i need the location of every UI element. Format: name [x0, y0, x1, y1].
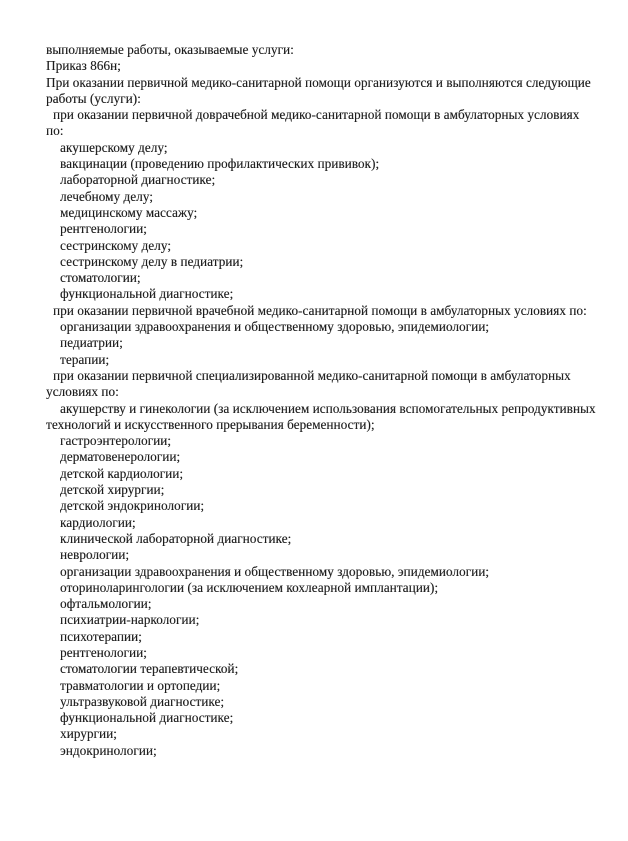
document-text-line: психотерапии;: [60, 628, 142, 644]
document-text-line: Приказ 866н;: [46, 58, 121, 74]
document-text-line: неврологии;: [60, 547, 130, 563]
document-text-line: акушерству и гинекологии (за исключением использования вспомогательных репродуктивных: [60, 400, 596, 416]
document-text-line: лабораторной диагностике;: [60, 172, 216, 188]
document-text-line: по:: [46, 123, 64, 139]
document-text-line: акушерскому делу;: [60, 139, 168, 155]
document-text-line: педиатрии;: [60, 335, 123, 351]
document-text-line: стоматологии;: [60, 270, 141, 286]
document-text-line: условиях по:: [46, 384, 119, 400]
document-text-line: эндокринологии;: [60, 742, 157, 758]
document-text-line: организации здравоохранения и общественному здоровью, эпидемиологии;: [60, 319, 490, 335]
document-text-line: работы (услуги):: [46, 90, 141, 106]
document-text-line: функциональной диагностике;: [60, 286, 234, 302]
document-text-line: клинической лабораторной диагностике;: [60, 530, 292, 546]
document-text-line: гастроэнтерологии;: [60, 433, 171, 449]
document-text-line: функциональной диагностике;: [60, 710, 234, 726]
document-text-line: детской кардиологии;: [60, 465, 184, 481]
document-text-line: медицинскому массажу;: [60, 204, 198, 220]
document-text-line: травматологии и ортопедии;: [60, 677, 221, 693]
document-text-line: ультразвуковой диагностике;: [60, 693, 225, 709]
document-text-line: стоматологии терапевтической;: [60, 661, 239, 677]
document-text-line: сестринскому делу в педиатрии;: [60, 253, 244, 269]
document-text-line: лечебному делу;: [60, 188, 153, 204]
document-text-line: терапии;: [60, 351, 110, 367]
document-text-line: при оказании первичной доврачебной медико-санитарной помощи в амбулаторных условиях: [53, 107, 580, 123]
document-text-line: технологий и искусственного прерывания беременности);: [46, 416, 375, 432]
document-text-line: рентгенологии;: [60, 644, 147, 660]
document-text-line: сестринскому делу;: [60, 237, 171, 253]
document-text-line: детской хирургии;: [60, 482, 165, 498]
document-text-block: [46, 42, 620, 759]
document-text-line: При оказании первичной медико-санитарной помощи организуются и выполняются следующие: [46, 74, 591, 90]
document-text-line: вакцинации (проведению профилактических прививок);: [60, 156, 380, 172]
document-text-line: выполняемые работы, оказываемые услуги:: [46, 42, 294, 57]
document-text-line: хирургии;: [60, 726, 117, 742]
document-text-line: дерматовенерологии;: [60, 449, 181, 465]
document-text-line: офтальмологии;: [60, 596, 152, 612]
document-text-line: при оказании первичной врачебной медико-санитарной помощи в амбулаторных условиях по:: [53, 302, 587, 318]
document-text-line: рентгенологии;: [60, 221, 147, 237]
document-text-line: кардиологии;: [60, 514, 136, 530]
document-text-line: психиатрии-наркологии;: [60, 612, 200, 628]
document-text-line: оториноларингологии (за исключением кохлеарной имплантации);: [60, 579, 439, 595]
document-text-line: организации здравоохранения и общественному здоровью, эпидемиологии;: [60, 563, 490, 579]
document-text-line: детской эндокринологии;: [60, 498, 205, 514]
document-text-line: при оказании первичной специализированной медико-санитарной помощи в амбулаторных: [53, 367, 571, 383]
